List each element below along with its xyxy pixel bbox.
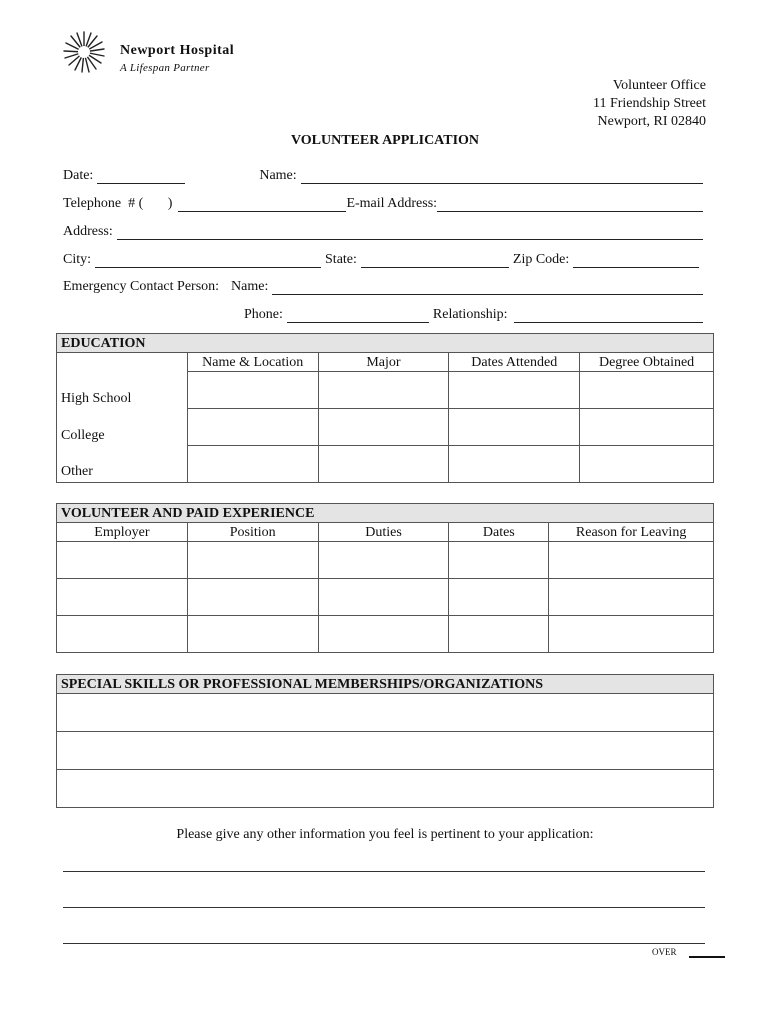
- logo: [62, 30, 106, 74]
- address-row: [63, 224, 703, 240]
- date-label: Date:: [63, 168, 94, 183]
- zip-field[interactable]: [573, 253, 699, 268]
- relationship-label: Relationship:: [432, 307, 508, 322]
- exp-cell[interactable]: [57, 616, 188, 653]
- edu-cell[interactable]: [318, 446, 449, 483]
- emergency-phone-field[interactable]: [287, 308, 429, 323]
- edu-col-degree-obtained: Degree Obtained: [580, 353, 714, 372]
- over-label: OVER: [652, 947, 677, 957]
- office-name: Volunteer Office: [612, 78, 706, 93]
- state-label: State:: [325, 252, 357, 267]
- exp-cell[interactable]: [187, 542, 318, 579]
- other-info-line-2[interactable]: [63, 907, 705, 908]
- emergency-name-label: Name:: [231, 279, 269, 294]
- org-tagline: A Lifespan Partner: [120, 62, 210, 74]
- edu-row-other: Other: [57, 446, 188, 483]
- skills-table: [56, 674, 714, 808]
- office-address: [593, 77, 706, 131]
- edu-cell[interactable]: [318, 372, 449, 409]
- exp-cell[interactable]: [449, 616, 549, 653]
- exp-cell[interactable]: [318, 542, 449, 579]
- exp-col-employer: Employer: [57, 523, 188, 542]
- phone-email-row: [63, 196, 703, 212]
- address-label: Address:: [63, 224, 113, 239]
- exp-col-dates: Dates: [449, 523, 549, 542]
- edu-col-major: Major: [318, 353, 449, 372]
- email-label: E-mail Address:: [346, 196, 438, 211]
- name-label: Name:: [259, 168, 297, 183]
- exp-cell[interactable]: [318, 616, 449, 653]
- emergency-phone-row: [244, 307, 703, 323]
- edu-cell[interactable]: [318, 409, 449, 446]
- telephone-label: Telephone # ( ): [63, 196, 173, 211]
- education-blank-header: [57, 353, 188, 372]
- exp-col-duties: Duties: [318, 523, 449, 542]
- sunburst-logo-icon: [62, 30, 106, 74]
- address-field[interactable]: [117, 225, 703, 240]
- city-label: City:: [63, 252, 92, 267]
- exp-cell[interactable]: [549, 616, 714, 653]
- office-street: 11 Friendship Street: [592, 96, 706, 111]
- email-field[interactable]: [437, 197, 703, 212]
- exp-col-position: Position: [187, 523, 318, 542]
- skills-heading: SPECIAL SKILLS OR PROFESSIONAL MEMBERSHIPS/ORGANIZATIONS: [57, 675, 714, 694]
- page-title: VOLUNTEER APPLICATION: [290, 133, 480, 148]
- edu-row-high-school: High School: [57, 372, 188, 409]
- exp-cell[interactable]: [318, 579, 449, 616]
- city-field[interactable]: [95, 253, 321, 268]
- state-field[interactable]: [361, 253, 509, 268]
- other-info-line-3[interactable]: [63, 943, 705, 944]
- edu-cell[interactable]: [580, 446, 714, 483]
- emergency-label: Emergency Contact Person:: [63, 279, 220, 294]
- city-row: [63, 252, 699, 268]
- telephone-field[interactable]: [178, 197, 346, 212]
- relationship-field[interactable]: [514, 308, 703, 323]
- skills-row[interactable]: [57, 732, 714, 770]
- skills-row[interactable]: [57, 770, 714, 808]
- exp-cell[interactable]: [549, 542, 714, 579]
- exp-cell[interactable]: [449, 579, 549, 616]
- experience-table: [56, 503, 714, 653]
- date-row: [63, 168, 703, 184]
- org-name: Newport Hospital: [120, 43, 235, 58]
- skills-row[interactable]: [57, 694, 714, 732]
- edu-cell[interactable]: [580, 409, 714, 446]
- edu-cell[interactable]: [187, 446, 318, 483]
- education-table: [56, 333, 714, 483]
- zip-label: Zip Code:: [512, 252, 570, 267]
- other-info-line-1[interactable]: [63, 871, 705, 872]
- name-field[interactable]: [301, 169, 703, 184]
- exp-cell[interactable]: [57, 542, 188, 579]
- education-heading: EDUCATION: [57, 334, 714, 353]
- exp-cell[interactable]: [187, 579, 318, 616]
- edu-cell[interactable]: [449, 372, 580, 409]
- emergency-phone-label: Phone:: [244, 307, 283, 322]
- edu-col-name-location: Name & Location: [187, 353, 318, 372]
- edu-row-college: College: [57, 409, 188, 446]
- exp-cell[interactable]: [449, 542, 549, 579]
- over-arrow-line: [689, 956, 725, 958]
- edu-cell[interactable]: [449, 446, 580, 483]
- edu-col-dates-attended: Dates Attended: [449, 353, 580, 372]
- exp-cell[interactable]: [549, 579, 714, 616]
- other-info-prompt: Please give any other information you feel is pertinent to your application:: [176, 827, 594, 842]
- edu-cell[interactable]: [580, 372, 714, 409]
- office-city: Newport, RI 02840: [597, 114, 706, 129]
- edu-cell[interactable]: [449, 409, 580, 446]
- exp-cell[interactable]: [187, 616, 318, 653]
- experience-heading: VOLUNTEER AND PAID EXPERIENCE: [57, 504, 714, 523]
- edu-cell[interactable]: [187, 409, 318, 446]
- emergency-name-field[interactable]: [272, 280, 703, 295]
- exp-col-reason: Reason for Leaving: [549, 523, 714, 542]
- exp-cell[interactable]: [57, 579, 188, 616]
- edu-cell[interactable]: [187, 372, 318, 409]
- emergency-row: [63, 279, 703, 295]
- date-field[interactable]: [97, 169, 185, 184]
